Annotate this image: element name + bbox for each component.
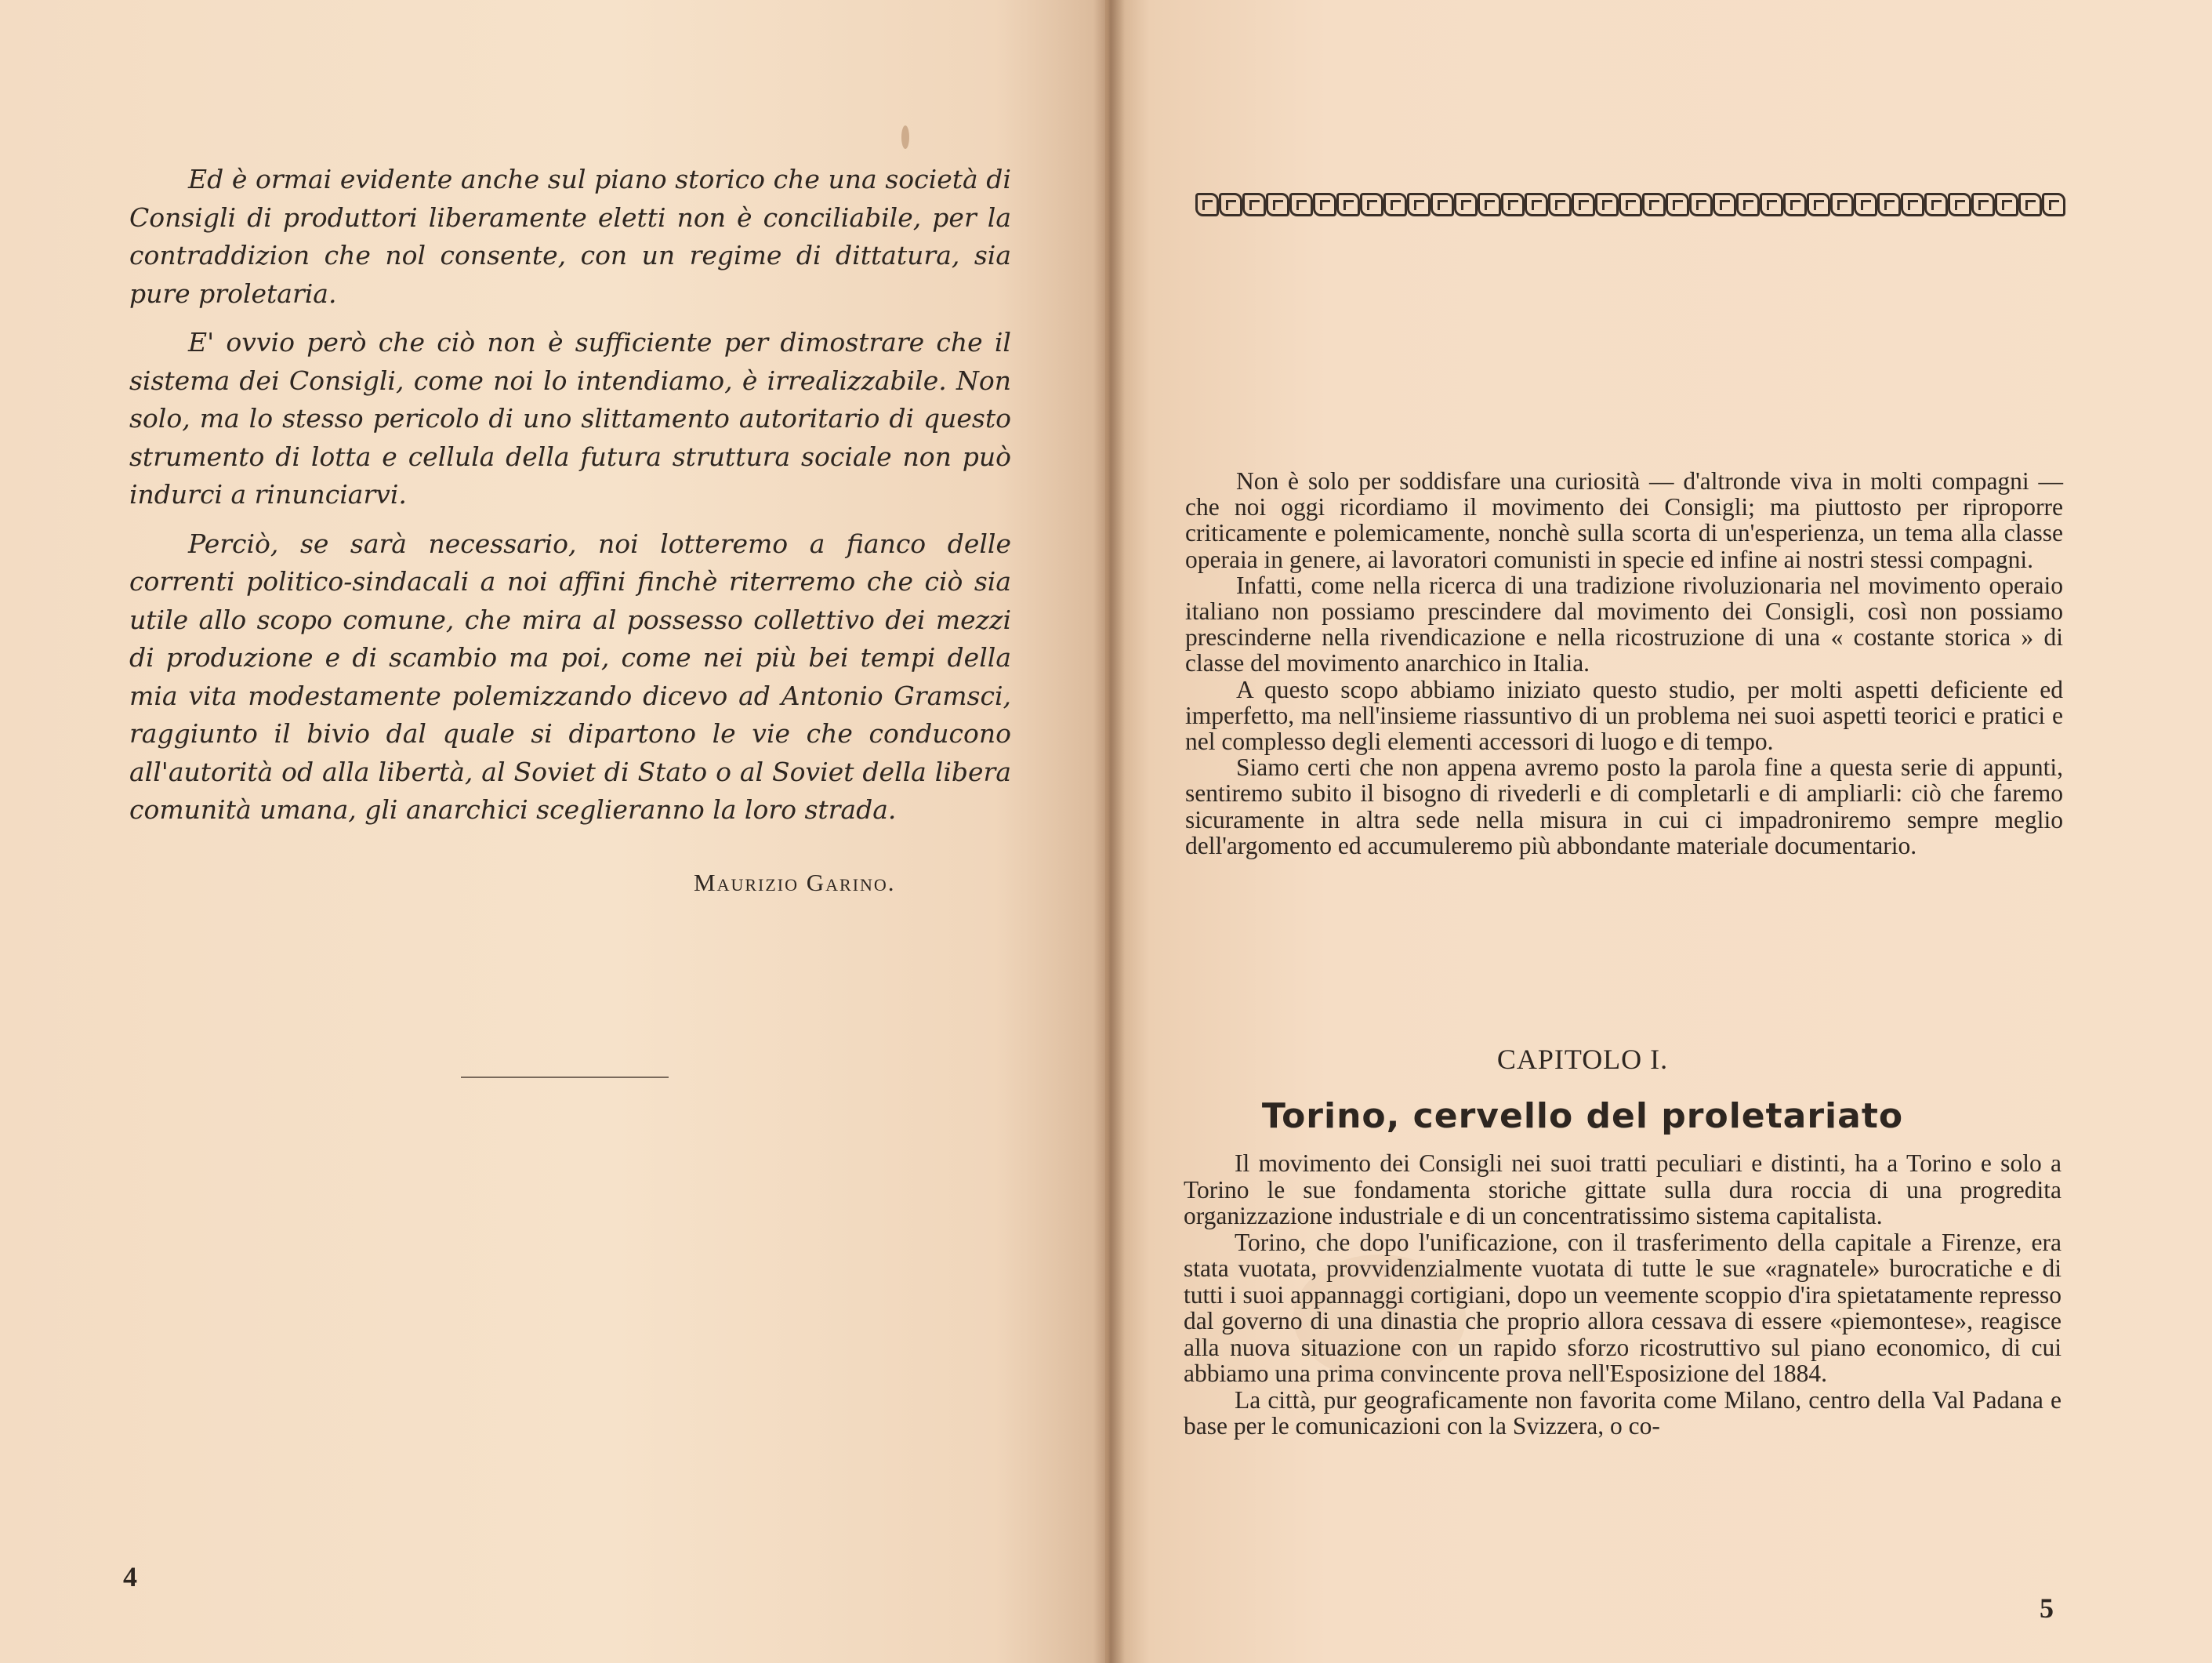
- paragraph: A questo scopo abbiamo iniziato questo studio, per molti aspetti deficiente ed imperfetto, ma nell'insieme riassuntivo di un problema nei suoi aspetti teorici e pratici e nel complesso degli elementi accessori di luogo e di tempo.: [1185, 675, 2063, 756]
- ornament-unit: [1783, 193, 1807, 216]
- ornament-unit: [1642, 193, 1666, 216]
- ornament-unit: [1219, 193, 1242, 216]
- ornament-unit: [1666, 193, 1689, 216]
- ornament-unit: [1478, 193, 1501, 216]
- ornament-unit: [1948, 193, 1971, 216]
- decorative-ornament-band: [1195, 193, 2077, 220]
- ornament-unit: [1995, 193, 2018, 216]
- left-page-text: [129, 161, 1011, 841]
- ornament-unit: [1807, 193, 1830, 216]
- ornament-unit: [1713, 193, 1736, 216]
- ornament-unit: [1360, 193, 1383, 216]
- ornament-unit: [1736, 193, 1760, 216]
- ornament-unit: [2042, 193, 2065, 216]
- ornament-unit: [1901, 193, 1924, 216]
- ornament-unit: [1383, 193, 1407, 216]
- ornament-unit: [1595, 193, 1619, 216]
- ornament-unit: [1548, 193, 1572, 216]
- paragraph: Ed è ormai evidente anche sul piano storico che una società di Consigli di produttori liberamente eletti non è conciliabile, per la contraddizion che nol consente, con un regime di dittatura, sia pure proletaria.: [129, 164, 1011, 309]
- chapter-title: Torino, cervello del proletariato: [1261, 1096, 1904, 1136]
- paragraph: Perciò, se sarà necessario, noi lotteremo a fianco delle correnti politico-sindacali a noi affini finchè riterremo che ciò sia utile allo scopo comune, che mira al possesso collettivo dei mezzi di produzione e di scambio ma poi, come nei più bei tempi della mia vita modestamente polemizzando dicevo ad Antonio Gramsci, raggiunto il bivio dal quale si dipartono le vie che conducono all'autorità od alla libertà, al Soviet di Stato o al Soviet della libera comunità umana, gli anarchici sceglieranno la loro strada.: [129, 528, 1011, 825]
- ornament-unit: [1619, 193, 1642, 216]
- paragraph: Torino, che dopo l'unificazione, con il trasferimento della capitale a Firenze, era stata vuotata, provvidenzialmente vuotata di tutte le sue «ragnatele» burocratiche e di tutti i suoi appannaggi cortigiani, dopo un veemente scoppio d'ira spietatamente represso dal governo di una dinastia che proprio allora cessava di essere «piemontese», reagisce alla nuova situazione con un rapido sforzo ricostruttivo sul piano economico, di cui abbiamo una prima convincente prova nell'Esposizione del 1884.: [1184, 1228, 2062, 1387]
- paragraph: Siamo certi che non appena avremo posto la parola fine a questa serie di appunti, sentiremo subito il bisogno di rivederli e di completarli e di ampliarli: ciò che faremo sicuramente in altra sede nella misura in cui ci impadroniremo sempre meglio dell'argomento ed accumuleremo più abbondante materiale documentario.: [1185, 753, 2063, 859]
- ornament-unit: [1289, 193, 1313, 216]
- ornament-unit: [1760, 193, 1783, 216]
- intro-text: [1185, 468, 2063, 859]
- ornament-unit: [1854, 193, 1877, 216]
- ornament-unit: [1195, 193, 1219, 216]
- ornament-unit: [1572, 193, 1595, 216]
- paragraph: E' ovvio però che ciò non è sufficiente per dimostrare che il sistema dei Consigli, come noi lo intendiamo, è irrealizzabile. Non solo, ma lo stesso pericolo di uno slittamento autoritario di questo strumento di lotta e cellula della futura struttura sociale non può indurci a rinunciarvi.: [129, 327, 1011, 510]
- ornament-unit: [1407, 193, 1431, 216]
- ornament-unit: [1830, 193, 1854, 216]
- ornament-unit: [1242, 193, 1266, 216]
- ornament-unit: [1689, 193, 1713, 216]
- chapter-body-text: [1184, 1150, 2062, 1440]
- ornament-unit: [1431, 193, 1454, 216]
- paragraph: Non è solo per soddisfare una curiosità — d'altronde viva in molti compagni — che noi oggi ricordiamo il movimento dei Consigli; ma piuttosto per riproporre criticamente e polemicamente, nonchè sulla scorta di un'esperienza, un tema alla classe operaia in genere, ai lavoratori comunisti in specie ed infine ai nostri stessi compagni.: [1185, 467, 2063, 573]
- author-signature: Maurizio Garino.: [694, 869, 896, 896]
- ornament-unit: [1313, 193, 1336, 216]
- ornament-unit: [1924, 193, 1948, 216]
- ornament-unit: [2018, 193, 2042, 216]
- ornament-unit: [1454, 193, 1478, 216]
- paragraph: Infatti, come nella ricerca di una tradizione rivoluzionaria nel movimento operaio italiano non possiamo prescindere dal movimento dei Consigli, così non possiamo prescinderne nella rivendicazione e nella ricostruzione di una « costante storica » di classe del movimento anarchico in Italia.: [1185, 571, 2063, 677]
- ornament-unit: [1336, 193, 1360, 216]
- paragraph: La città, pur geograficamente non favorita come Milano, centro della Val Padana e base per le comunicazioni con la Svizzera, o co-: [1184, 1385, 2062, 1440]
- section-divider: [461, 1077, 669, 1078]
- paragraph: Il movimento dei Consigli nei suoi tratti peculiari e distinti, ha a Torino e solo a Torino le sue fondamenta storiche gittate sulla dura roccia di una progredita organizzazione industriale e di un concentratissimo sistema capitalista.: [1184, 1149, 2062, 1229]
- chapter-label: CAPITOLO I.: [1496, 1044, 1669, 1075]
- page-number-right: 5: [2040, 1592, 2054, 1624]
- ornament-unit: [1501, 193, 1525, 216]
- ornament-unit: [1525, 193, 1548, 216]
- ornament-unit: [1266, 193, 1289, 216]
- ornament-unit: [1971, 193, 1995, 216]
- ornament-unit: [1877, 193, 1901, 216]
- page-number-left: 4: [123, 1561, 137, 1592]
- book-gutter: [1093, 0, 1125, 1663]
